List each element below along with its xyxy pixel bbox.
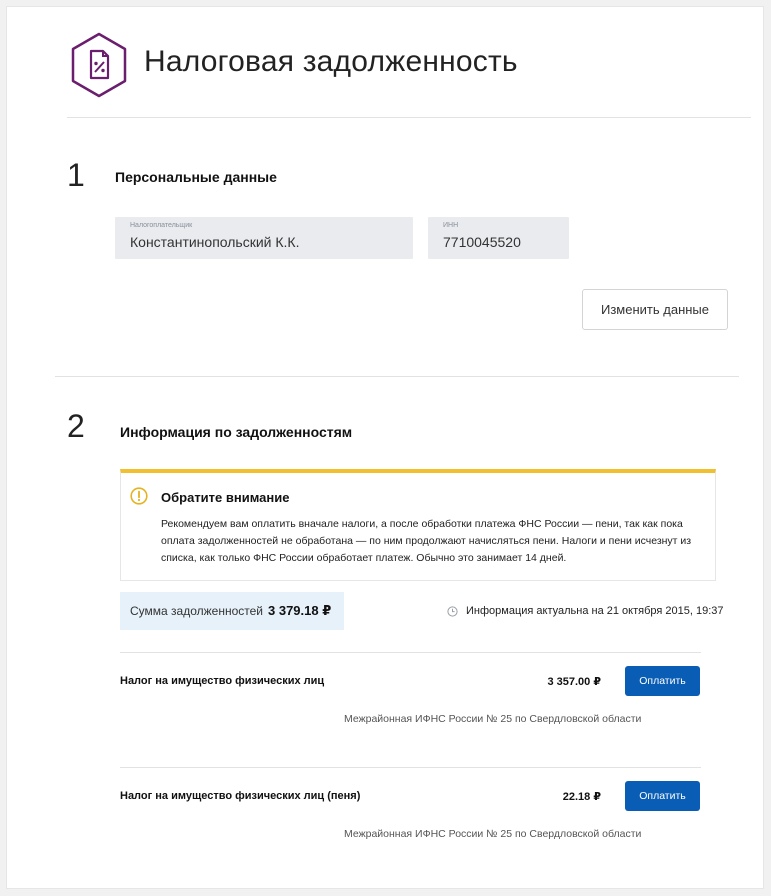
step-1-number: 1 [67, 157, 85, 193]
tax-title-1: Налог на имущество физических лиц [120, 675, 325, 687]
debt-info-title: Информация по задолженностям [120, 424, 353, 440]
clock-icon [447, 606, 458, 617]
notice-text: Рекомендуем вам оплатить вначале налоги, а после обработки платежа ФНС России — пени, так как пока оплата задолженностей не обработана — по ним продолжают начисляться пени. Налоги и пени исчезнут из списка, как только ФНС России обработает платеж. Обычно это занимает 14 дней. [161, 518, 692, 564]
tax-divider-1 [120, 652, 701, 653]
inn-field[interactable] [428, 217, 569, 259]
section-divider [55, 376, 739, 377]
inn-value: 7710045520 [443, 234, 521, 250]
tax-amount-2: 22.18 ₽ [562, 791, 601, 803]
page-title: Налоговая задолженность [144, 45, 518, 78]
tax-org-2: Межрайонная ИФНС России № 25 по Свердловской области [344, 828, 642, 840]
notice-title: Обратите внимание [161, 490, 290, 505]
debt-summary [120, 592, 344, 630]
taxpayer-label: Налогоплательщик [130, 222, 193, 229]
summary-amount: 3 379.18 ₽ [268, 603, 332, 618]
tax-document-icon [67, 31, 131, 99]
taxpayer-value: Константинопольский К.К. [130, 234, 300, 250]
summary-label: Сумма задолженностей [130, 604, 263, 618]
update-text: Информация актуальна на 21 октября 2015, 19:37 [466, 605, 724, 617]
update-timestamp [447, 605, 724, 617]
header-divider [67, 117, 751, 118]
tax-debt-card [6, 6, 764, 889]
attention-notice [120, 469, 716, 581]
tax-divider-2 [120, 767, 701, 768]
tax-amount-1: 3 357.00 ₽ [547, 676, 601, 688]
edit-data-button[interactable]: Изменить данные [582, 289, 728, 330]
tax-title-2: Налог на имущество физических лиц (пеня) [120, 790, 361, 802]
warning-icon [130, 487, 148, 505]
personal-data-title: Персональные данные [115, 169, 277, 185]
pay-button-2[interactable]: Оплатить [625, 781, 700, 811]
inn-label: ИНН [443, 222, 459, 229]
tax-org-1: Межрайонная ИФНС России № 25 по Свердловской области [344, 713, 642, 725]
taxpayer-field[interactable] [115, 217, 413, 259]
pay-button-1[interactable]: Оплатить [625, 666, 700, 696]
step-2-number: 2 [67, 408, 85, 444]
